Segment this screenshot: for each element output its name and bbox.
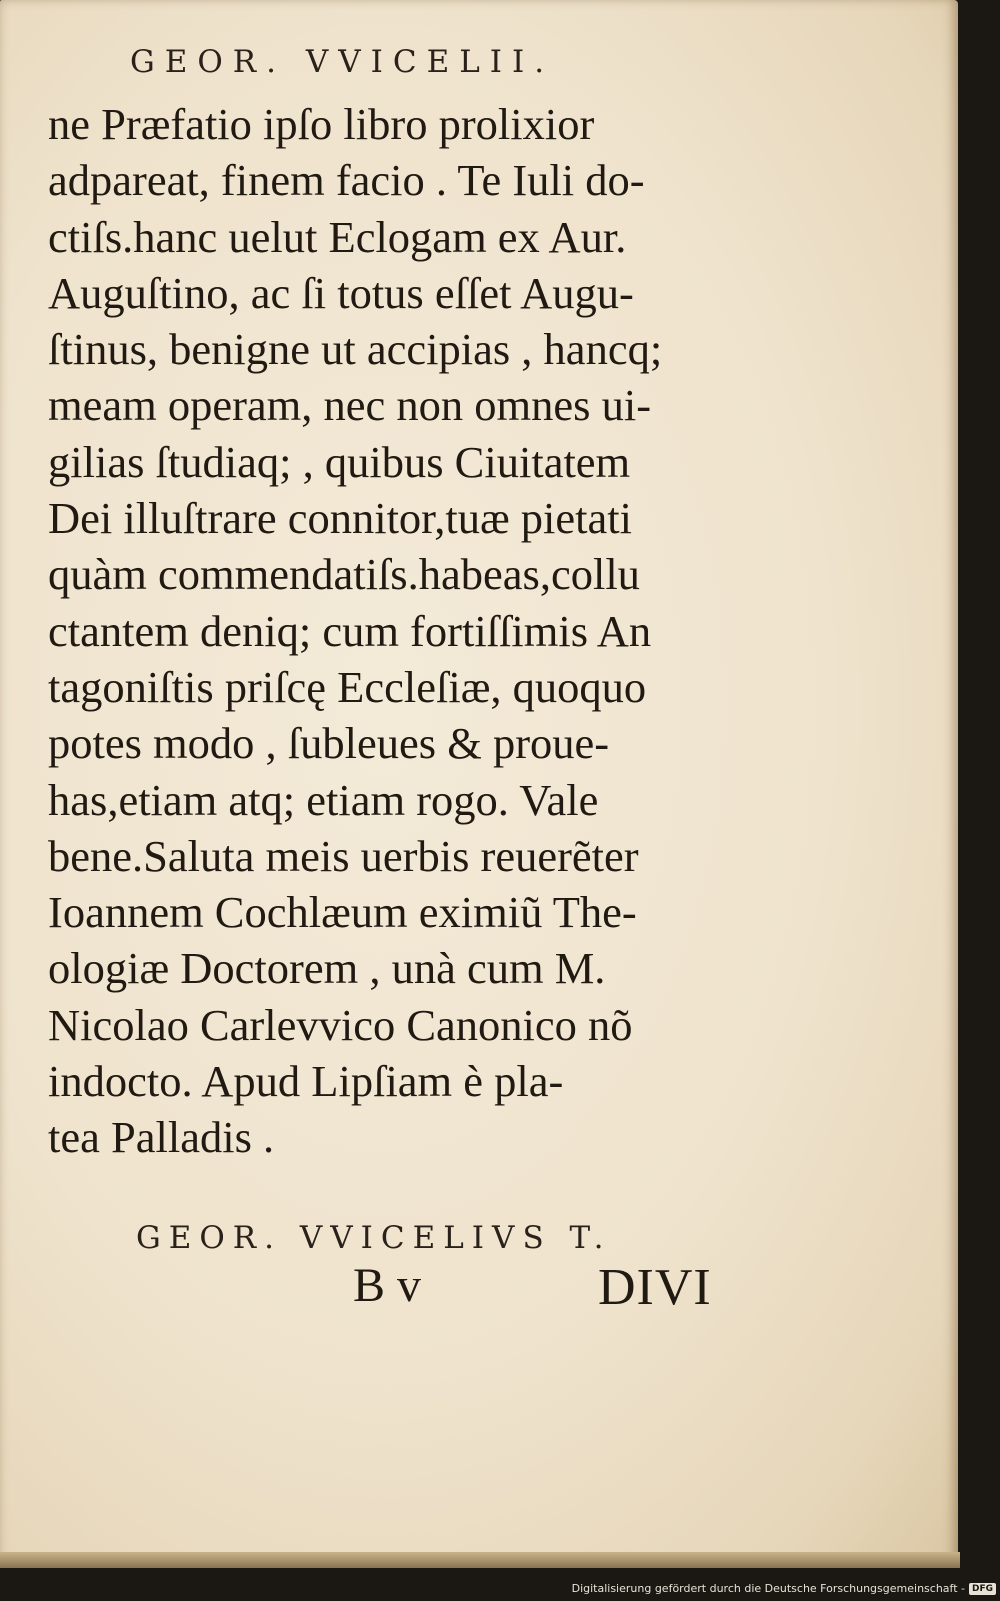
- text-line: Auguſtino, ac ſi totus eſſet Augu-: [48, 267, 634, 318]
- signature-mark: B v: [353, 1259, 422, 1312]
- text-line: Ioannem Cochlæum eximiũ The-: [48, 887, 637, 938]
- text-line: potes modo , ſubleues & proue-: [48, 718, 610, 769]
- text-line: ſtinus, benigne ut accipias , hancq;: [48, 324, 663, 375]
- footer-text: Digitalisierung gefördert durch die Deutsche Forschungsgemeinschaft -: [571, 1582, 965, 1595]
- text-line: Dei illuſtrare connitor,tuæ pietati: [48, 493, 632, 544]
- text-line: ologiæ Doctorem , unà cum M.: [48, 943, 606, 994]
- text-line: Nicolao Carlevvico Canonico nõ: [48, 999, 633, 1050]
- digitization-credit: [572, 1582, 996, 1595]
- author-signature: GEOR. VVICELIVS T.: [136, 1220, 612, 1256]
- body-text: [48, 96, 748, 1166]
- text-line: adpareat, finem facio . Te Iuli do-: [48, 155, 645, 206]
- text-line: bene.Saluta meis uerbis reuerẽter: [48, 830, 639, 881]
- page-edge: [0, 1552, 960, 1568]
- running-head: GEOR. VVICELII.: [130, 44, 555, 80]
- text-line: ctiſs.hanc uelut Eclogam ex Aur.: [48, 211, 627, 262]
- text-line: indocto. Apud Lipſiam è pla-: [48, 1056, 564, 1107]
- text-line: tea Palladis .: [48, 1112, 275, 1163]
- text-line: has,etiam atq; etiam rogo. Vale: [48, 774, 599, 825]
- text-line: gilias ſtudiaq; , quibus Ciuitatem: [48, 436, 631, 487]
- text-line: meam operam, nec non omnes ui-: [48, 380, 652, 431]
- text-line: quàm commendatiſs.habeas,collu: [48, 549, 640, 600]
- text-line: tagoniſtis priſcę Eccleſiæ, quoquo: [48, 661, 647, 712]
- dfg-logo-icon: DFG: [969, 1583, 996, 1595]
- text-line: ne Præfatio ipſo libro prolixior: [48, 99, 595, 149]
- catchword: DIVI: [598, 1259, 712, 1316]
- text-line: ctantem deniq; cum fortiſſimis An: [48, 605, 652, 656]
